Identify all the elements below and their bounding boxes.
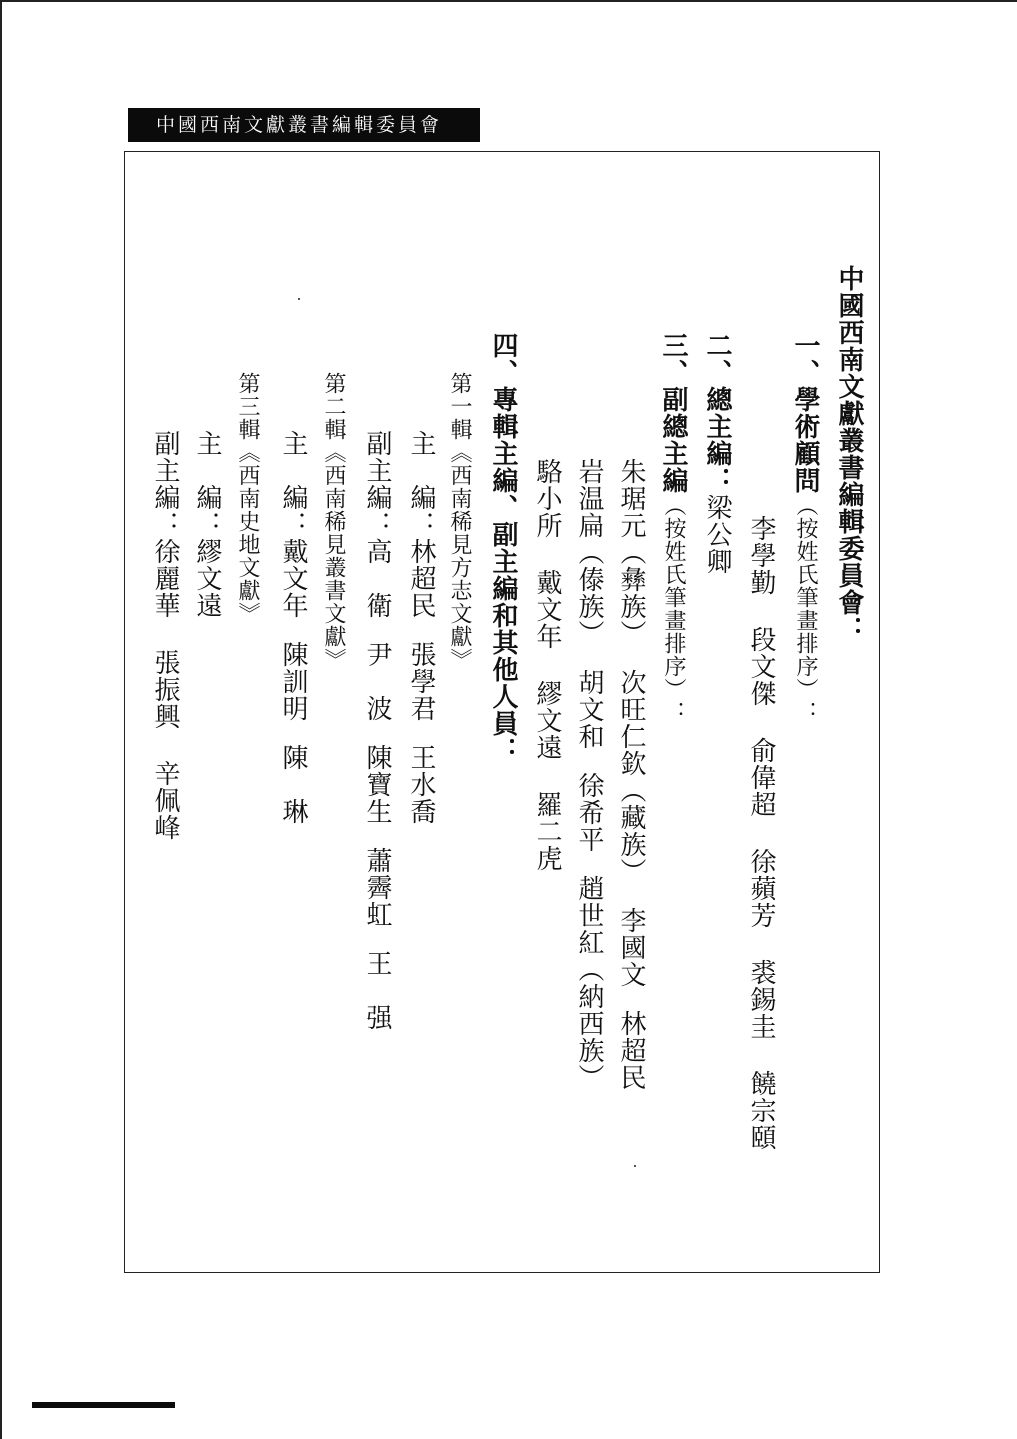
series-deputy-name: 辛佩峰 [150, 760, 180, 841]
deputy-chief-name: 朱琚元（彝族） [616, 458, 646, 647]
page-edge [0, 0, 2, 1439]
section1-note: （按姓氏筆畫排序）： [793, 494, 818, 724]
advisor-name: 饒宗頤 [746, 1070, 776, 1151]
deputy-chief-name: 林超民 [616, 1010, 646, 1091]
section2 [704, 332, 730, 575]
series-deputy-line [364, 430, 390, 1031]
deputy-chief-name: 駱小所 [532, 458, 562, 539]
deputy-label: 副主編： [362, 430, 392, 538]
section1-heading-text: 一、學術顧問 [790, 332, 820, 494]
series-chief-line [408, 430, 434, 825]
scan-speck [298, 298, 300, 300]
series-chief-name: 王水喬 [406, 744, 436, 825]
series-chief-name: 張學君 [406, 641, 436, 722]
advisor-name: 段文傑 [746, 626, 776, 707]
deputy-chief-line [618, 458, 644, 1091]
section4-heading: 四、專輯主編、副主編和其他人員： [488, 332, 518, 764]
chief-label: 主 編： [192, 430, 222, 538]
section3-heading-text: 三、副總主編 [658, 332, 688, 494]
committee-title: 中國西南文獻叢書編輯委員會： [834, 265, 864, 643]
series-deputy-name: 蕭霽虹 [362, 847, 392, 928]
series-title: 第二輯《西南稀見叢書文獻》 [321, 372, 346, 671]
series-chief-line [280, 430, 306, 825]
deputy-chief-name: 羅二虎 [532, 791, 562, 872]
series-deputy-name: 王 强 [362, 950, 392, 1031]
deputy-chief-name: 次旺仁欽（藏族） [616, 669, 646, 885]
series-title: 第三輯《西南史地文獻》 [235, 372, 260, 625]
advisor-name: 李學勤 [746, 515, 776, 596]
series-chief-name: 戴文年 [278, 538, 308, 619]
chief-editor-name: 梁公卿 [702, 494, 732, 575]
deputy-chief-name: 繆文遠 [532, 680, 562, 761]
series-chief-name: 陳訓明 [278, 641, 308, 722]
deputy-label: 副主編： [150, 430, 180, 538]
series-chief-line [194, 430, 220, 619]
series-deputy-line [152, 430, 178, 841]
chief-label: 主 編： [278, 430, 308, 538]
advisor-name: 俞偉超 [746, 737, 776, 818]
running-header: 中國西南文獻叢書編輯委員會 [128, 108, 480, 142]
deputy-chief-line [576, 458, 602, 1091]
deputy-chief-name: 岩温扁（傣族） [574, 458, 604, 647]
deputy-chief-name: 徐希平 [574, 772, 604, 853]
series-deputy-name: 陳寶生 [362, 744, 392, 825]
section1-heading [792, 332, 818, 724]
series-deputy-name: 徐麗華 [150, 538, 180, 619]
advisor-names [748, 515, 774, 1151]
footer-bar [32, 1402, 175, 1408]
section3-note: （按姓氏筆畫排序）： [661, 494, 686, 724]
chief-label: 主 編： [406, 430, 436, 538]
deputy-chief-line [534, 458, 560, 872]
advisor-name: 裘錫圭 [746, 959, 776, 1040]
section3-heading [660, 332, 686, 724]
advisor-name: 徐蘋芳 [746, 848, 776, 929]
page-edge [0, 0, 1017, 2]
deputy-chief-name: 胡文和 [574, 669, 604, 750]
section2-heading: 二、總主編： [702, 332, 732, 494]
deputy-chief-name: 李國文 [616, 907, 646, 988]
series-chief-name: 林超民 [406, 538, 436, 619]
deputy-chief-name: 趙世紅（納西族） [574, 875, 604, 1091]
series-deputy-name: 張振興 [150, 649, 180, 730]
series-chief-name: 陳 琳 [278, 744, 308, 825]
series-chief-name: 繆文遠 [192, 538, 222, 619]
series-deputy-name: 尹 波 [362, 641, 392, 722]
series-deputy-name: 高 衛 [362, 538, 392, 619]
series-title: 第一輯《西南稀見方志文獻》 [447, 372, 472, 671]
scan-speck [634, 1165, 636, 1167]
deputy-chief-name: 戴文年 [532, 569, 562, 650]
